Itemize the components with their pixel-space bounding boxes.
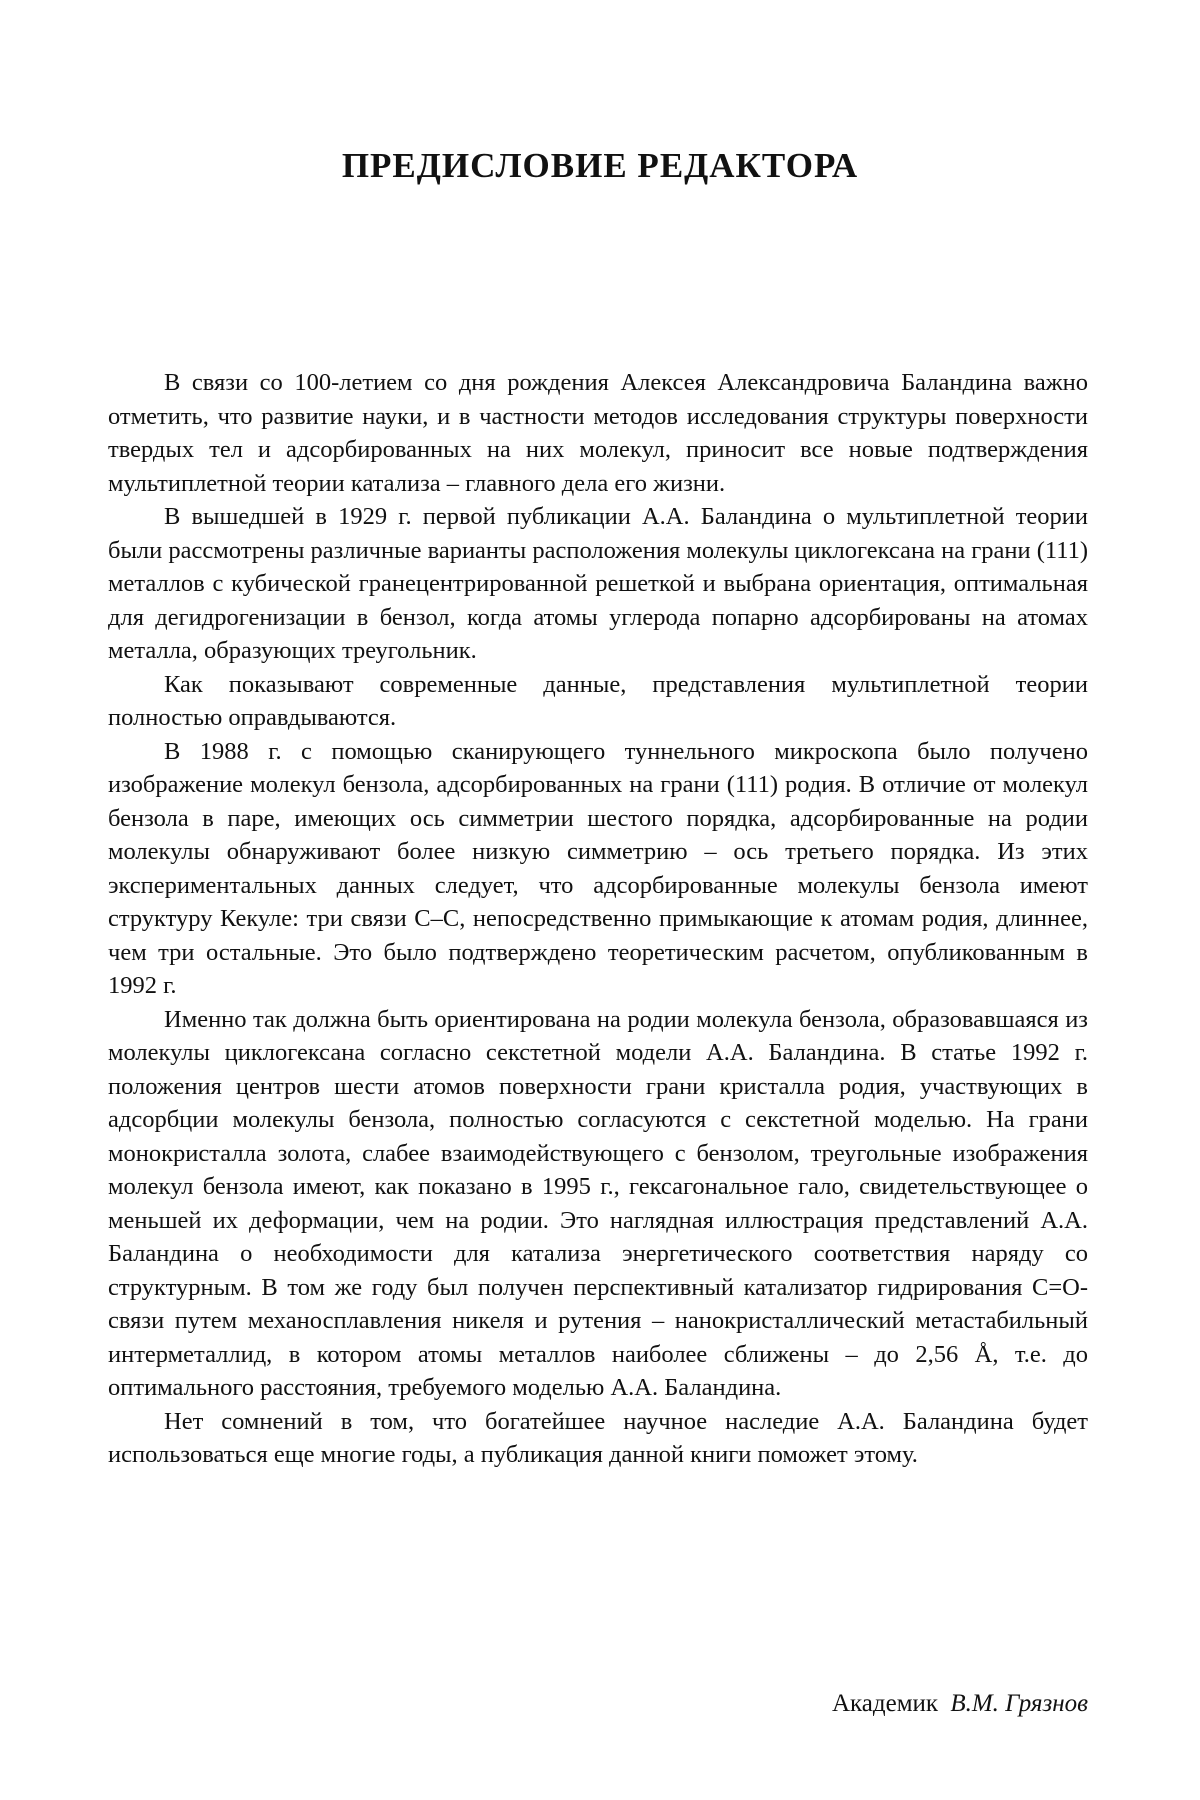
paragraph-1: В связи со 100-летием со дня рождения Алексея Александровича Баландина важно отметить, что развитие науки, и в частности методов исследования структуры поверхности твердых тел и адсорбированных на них молекул, приносит все новые подтверждения мультиплетной теории катализа – главного дела его жизни. [108, 366, 1088, 500]
paragraph-3: Как показывают современные данные, представления мультиплетной теории полностью оправдываются. [108, 668, 1088, 735]
paragraph-2: В вышедшей в 1929 г. первой публикации А.А. Баландина о мультиплетной теории были рассмотрены различные варианты расположения молекулы циклогексана на грани (111) металлов с кубической гранецентрированной решеткой и выбрана ориентация, оптимальная для дегидрогенизации в бензол, когда атомы углерода попарно адсорбированы на атомах металла, образующих треугольник. [108, 500, 1088, 668]
document-page [0, 0, 1200, 1800]
signature [832, 1690, 1088, 1718]
page-title: ПРЕДИСЛОВИЕ РЕДАКТОРА [0, 146, 1200, 186]
paragraph-5: Именно так должна быть ориентирована на родии молекула бензола, образовавшаяся из молекулы циклогексана согласно секстетной модели А.А. Баландина. В статье 1992 г. положения центров шести атомов поверхности грани кристалла родия, участвующих в адсорбции молекулы бензола, полностью согласуются с секстетной моделью. На грани монокристалла золота, слабее взаимодействующего с бензолом, треугольные изображения молекул бензола имеют, как показано в 1995 г., гексагональное гало, свидетельствующее о меньшей их деформации, чем на родии. Это наглядная иллюстрация представлений А.А. Баландина о необходимости для катализа энергетического соответствия наряду со структурным. В том же году был получен перспективный катализатор гидрирования С=О-связи путем механосплавления никеля и рутения – нанокристаллический метастабильный интерметаллид, в котором атомы металлов наиболее сближены – до 2,56 Å, т.е. до оптимального расстояния, требуемого моделью А.А. Баландина. [108, 1003, 1088, 1405]
paragraph-4: В 1988 г. с помощью сканирующего туннельного микроскопа было получено изображение молекул бензола, адсорбированных на грани (111) родия. В отличие от молекул бензола в паре, имеющих ось симметрии шестого порядка, адсорбированные на родии молекулы обнаруживают более низкую симметрию – ось третьего порядка. Из этих экспериментальных данных следует, что адсорбированные молекулы бензола имеют структуру Кекуле: три связи С–С, непосредственно примыкающие к атомам родия, длиннее, чем три остальные. Это было подтверждено теоретическим расчетом, опубликованным в 1992 г. [108, 735, 1088, 1003]
signature-name: В.М. Грязнов [950, 1690, 1088, 1717]
body-text [108, 366, 1088, 1472]
signature-rank: Академик [832, 1690, 938, 1717]
paragraph-6: Нет сомнений в том, что богатейшее научное наследие А.А. Баландина будет использоваться еще многие годы, а публикация данной книги поможет этому. [108, 1405, 1088, 1472]
